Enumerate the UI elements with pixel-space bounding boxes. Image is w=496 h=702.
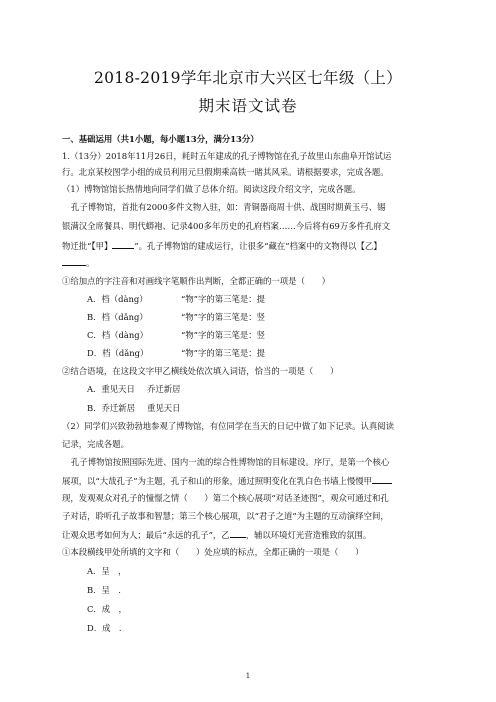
page-subtitle: 期末语文试卷 xyxy=(198,97,298,115)
option-label: C．档（dàng） xyxy=(87,330,149,340)
option-label: D．档（dǎng） xyxy=(87,348,149,358)
option-text: 重见天日 xyxy=(147,403,181,413)
option-row xyxy=(87,330,265,341)
option-text: “物”字的第三笔是：竖 xyxy=(181,330,265,340)
part-heading: （1）博物馆馆长热情地向同学们做了总体介绍。阅读这段介绍文字，完成各题。 xyxy=(62,184,361,194)
option-row: B．呈 . xyxy=(87,585,121,595)
passage-line: 孔子博物馆，首批有2000多件文物入驻，如：青铜器商周十供、战国时期黄玉弓、锡 xyxy=(71,202,386,212)
passage-text: 。 xyxy=(86,258,95,268)
subquestion-stem: ①给加点的字注音和对画线字笔顺作出判断，全都正确的一项是（ ） xyxy=(62,276,330,286)
passage-line xyxy=(62,529,371,541)
passage-text: ”。孔子博物馆的建成运行，让很多“藏在”档案中的文物得以【乙】 xyxy=(134,241,382,251)
passage-line: 孔子博物馆按照国际先进、国内一流的综合性博物馆的目标建设。序厅，是第一个核心 xyxy=(71,457,390,467)
option-row xyxy=(87,312,265,323)
option-row xyxy=(87,294,265,305)
subquestion-stem: ②结合语境，在这段文字甲乙横线处依次填入词语，恰当的一项是（ ） xyxy=(62,366,339,376)
option-label: A．重见天日 xyxy=(87,384,135,394)
option-label: B．乔迁新居 xyxy=(87,403,136,413)
blank-jia xyxy=(112,240,134,249)
passage-line: 子对话，聆听孔子故事和智慧；第三个核心展项，以“君子之道”为主题的互动演绎空间， xyxy=(62,511,389,521)
passage-line: 现，发观观众对孔子的憧憬之情（ ）第二个核心展项“对话圣迹图”，观众可通过和孔 xyxy=(62,493,389,503)
passage-line xyxy=(62,257,94,269)
option-row: C．成 ， xyxy=(87,604,127,614)
passage-text: 展项，以“大哉孔子”为主题，孔子和山的形象，通过照明变化在乳白色书墙上慢慢甲 xyxy=(62,476,373,486)
passage-line: 银满汉全席餐具、明代蟒袍、记录400多年历史的孔府档案……今后将有69万多件孔府文 xyxy=(62,221,391,231)
question-intro-line: 1.（13分）2018年11月26日，耗时五年建成的孔子博物馆在孔子故里山东曲阜开馆试运 xyxy=(62,151,392,161)
part-heading: 记录，完成各题。 xyxy=(62,439,129,449)
option-label: A．档（dàng） xyxy=(87,294,148,304)
passage-text: 让观众思考如何为人；最后“永远的孔子”，乙 xyxy=(62,530,230,540)
option-text: “物”字的第三笔是：竖 xyxy=(181,312,265,322)
option-row: D．成 . xyxy=(87,623,122,633)
passage-line xyxy=(62,240,382,252)
part-heading: （2）同学们兴致勃勃地参观了博物馆，有位同学在当天的日记中做了如下记录。认真阅读 xyxy=(62,421,394,431)
option-text: “物”字的第三笔是：提 xyxy=(181,348,265,358)
subquestion-stem: ①本段横线甲处所填的文字和（ ）处应填的标点，全都正确的一项是（ ） xyxy=(62,547,364,557)
blank-jia xyxy=(372,475,392,484)
blank-yi xyxy=(230,529,246,538)
option-row: A．呈 ， xyxy=(87,566,127,576)
passage-line xyxy=(62,475,392,487)
question-intro-line: 行。北京某校图学小组的成员利用元旦假期乘高铁一睹其风采。请根据要求，完成各题。 xyxy=(62,167,389,177)
section-heading: 一、基础运用（共1小题，每小题13分，满分13分） xyxy=(62,134,259,144)
option-label: B．档（dǎng） xyxy=(87,312,148,322)
page-title: 2018-2019学年北京市大兴区七年级（上） xyxy=(93,69,403,87)
option-row xyxy=(87,403,181,414)
blank-yi xyxy=(62,257,86,266)
passage-text: ，辅以环境灯光营造雅致的氛围。 xyxy=(245,530,372,540)
option-text: “物”字的第三笔是：提 xyxy=(181,294,265,304)
option-row xyxy=(87,348,265,359)
option-row xyxy=(87,384,181,395)
option-text: 乔迁新居 xyxy=(147,384,181,394)
passage-text: 物迁批“【甲】 xyxy=(62,241,113,251)
page-number: 1 xyxy=(245,672,251,680)
